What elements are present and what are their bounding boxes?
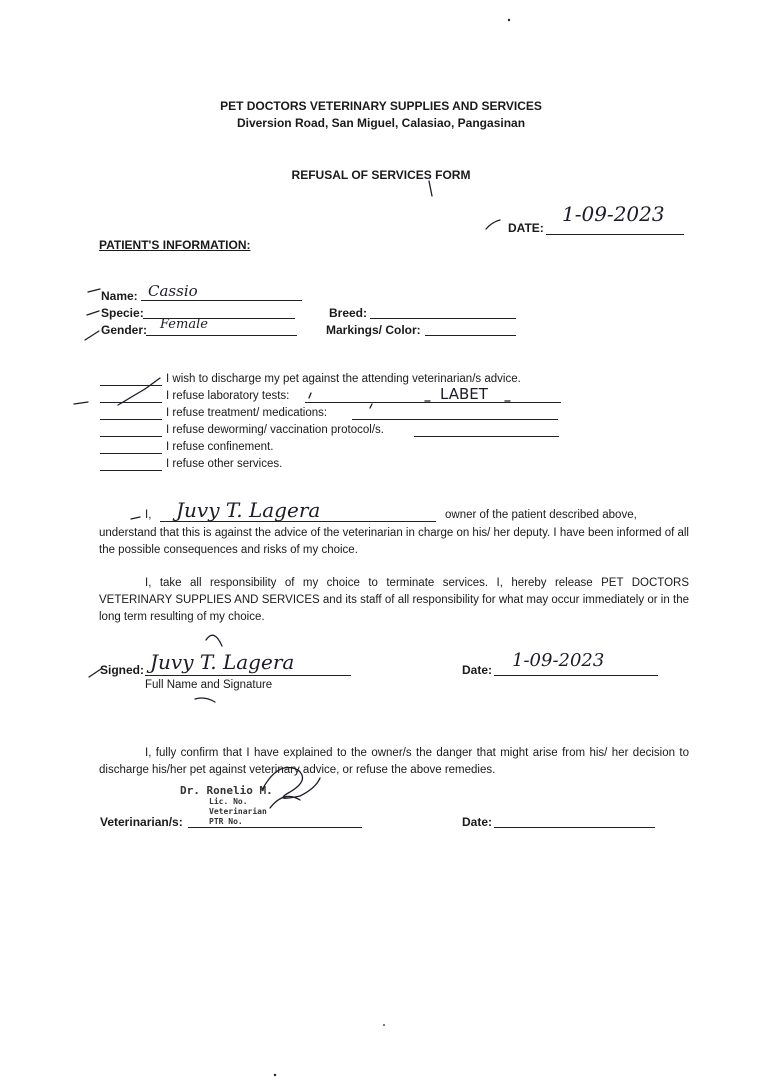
refusal-item-confinement: I refuse confinement. — [166, 441, 274, 453]
owner-statement-rest: owner of the patient described above, — [445, 509, 637, 521]
markings-label: Markings/ Color: — [326, 323, 421, 337]
signature-scribble — [195, 698, 215, 702]
tick-mark — [486, 220, 500, 229]
stamp-title: Veterinarian — [209, 807, 267, 816]
release-statement: I, take all responsibility of my choice to terminate services. I, hereby release PET DOCTORS VETERINARY SUPPLIES AND SERVICES and its staff of all responsibility for what may occur immediately or in the long term resulting of my choice. — [99, 577, 689, 623]
tick-mark — [87, 311, 99, 315]
form-title: REFUSAL OF SERVICES FORM — [291, 168, 471, 182]
org-name: PET DOCTORS VETERINARY SUPPLIES AND SERVICES — [220, 99, 542, 113]
patient-section-title: PATIENT'S INFORMATION: — [99, 238, 251, 252]
signature-scribble — [206, 635, 222, 646]
breed-label: Breed: — [329, 306, 368, 320]
signed-value: Juvy T. Lagera — [150, 650, 295, 674]
signature-date-value: 1-09-2023 — [512, 650, 605, 671]
tick-mark — [88, 289, 100, 292]
refusal-item-other: I refuse other services. — [166, 458, 283, 470]
vet-statement: I, fully confirm that I have explained to the owner/s the danger that might arise from his/ her decision to discharge his/her pet against veterinary advice, or refuse the above remedies. — [99, 747, 689, 776]
stamp-name: Dr. Ronelio M. — [180, 784, 273, 797]
tick-mark — [85, 331, 99, 340]
scan-speck — [383, 1024, 385, 1026]
refusal-item-discharge: I wish to discharge my pet against the attending veterinarian/s advice. — [166, 373, 521, 385]
signed-label: Signed: — [100, 663, 144, 677]
tick-mark — [74, 402, 88, 404]
org-address: Diversion Road, San Miguel, Calasiao, Pangasinan — [236, 116, 526, 130]
signature-scribble — [262, 768, 320, 799]
stamp-ptr: PTR No. — [209, 817, 243, 826]
tick-mark — [429, 181, 432, 196]
tick-mark — [89, 669, 101, 677]
gender-value: Female — [160, 317, 208, 332]
tick-mark — [131, 517, 140, 519]
veterinarian-date-label: Date: — [462, 815, 493, 829]
check-mark — [145, 378, 160, 389]
gender-label: Gender: — [101, 323, 148, 337]
owner-prefix: I, — [145, 509, 152, 521]
veterinarian-label: Veterinarian/s: — [100, 815, 183, 829]
name-label: Name: — [101, 289, 138, 303]
date-value: 1-09-2023 — [562, 202, 665, 226]
refusal-item-lab-tests: I refuse laboratory tests: — [166, 390, 290, 402]
lab-tests-value: LABET — [440, 385, 488, 403]
tick-mark — [309, 393, 311, 398]
scan-speck — [508, 19, 510, 21]
signature-date-label: Date: — [462, 663, 493, 677]
owner-statement-body: understand that this is against the advice of the veterinarian in charge on his/ her deputy. I have been informed of all the possible consequences and risks of my choice. — [99, 527, 689, 556]
owner-name-value: Juvy T. Lagera — [176, 498, 321, 522]
check-mark — [118, 389, 145, 405]
refusal-item-deworming: I refuse deworming/ vaccination protocol/s. — [166, 424, 384, 436]
scan-speck — [274, 1074, 276, 1076]
specie-label: Specie: — [101, 306, 144, 320]
tick-mark — [370, 404, 372, 408]
signature-caption: Full Name and Signature — [145, 679, 273, 691]
refusal-item-treatment: I refuse treatment/ medications: — [166, 407, 328, 419]
stamp-lic: Lic. No. — [209, 797, 248, 806]
date-label: DATE: — [508, 221, 544, 235]
name-value: Cassio — [148, 282, 198, 300]
